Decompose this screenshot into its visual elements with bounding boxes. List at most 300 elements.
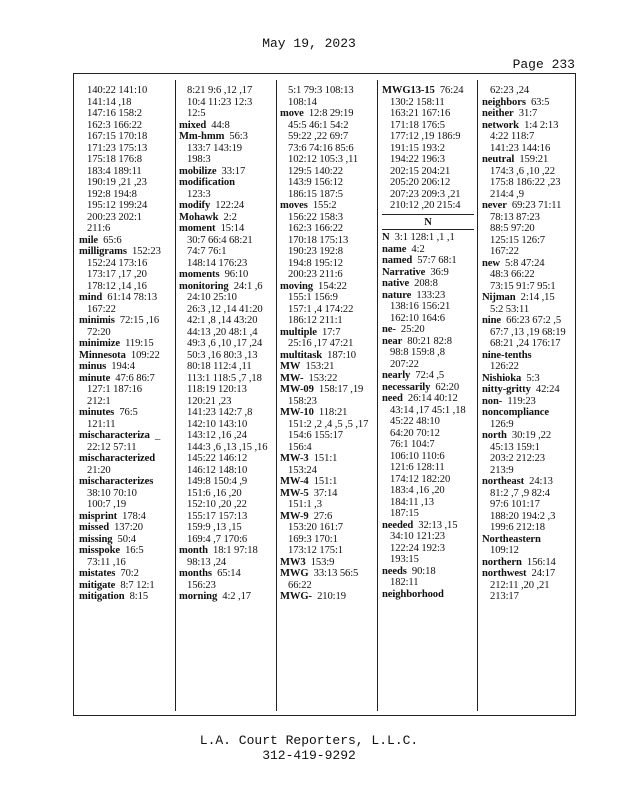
index-continuation: 147:16 158:2 — [87, 108, 143, 119]
index-term: Minnesota — [79, 349, 126, 361]
index-term: multiple — [280, 326, 317, 338]
index-entry: neither 31:7 — [482, 108, 538, 119]
index-continuation: 12:5 — [187, 108, 206, 119]
index-continuation: 130:2 158:11 — [390, 96, 445, 108]
index-entry: moments 96:10 — [179, 269, 249, 280]
index-term: modification — [179, 177, 235, 188]
index-term: MWG- — [280, 591, 312, 602]
index-entry: milligrams 152:23 — [79, 246, 161, 257]
index-term: named — [382, 255, 413, 266]
index-continuation: 76:1 104:7 — [390, 439, 435, 450]
index-term: north — [482, 430, 507, 441]
index-term: mind — [79, 292, 103, 303]
index-continuation: 100:7 ,19 — [87, 499, 127, 510]
index-term: monitoring — [179, 280, 229, 292]
index-term: minimize — [79, 338, 120, 349]
index-term: never — [482, 200, 507, 211]
index-entry: mistates 70:2 — [79, 568, 139, 579]
index-entry: named 57:7 68:1 — [382, 255, 457, 266]
index-continuation: 68:21 ,24 176:17 — [490, 338, 561, 349]
index-continuation: 123:3 — [187, 188, 211, 200]
index-term: N — [382, 232, 390, 243]
index-continuation: 167:15 170:18 — [87, 131, 148, 142]
index-continuation: 195:12 199:24 — [87, 200, 148, 211]
index-continuation: 81:2 ,7 ,9 82:4 — [490, 487, 551, 499]
index-continuation: 156:22 158:3 — [288, 211, 344, 223]
index-continuation: 200:23 202:1 — [87, 211, 143, 223]
index-entry: minutes 76:5 — [79, 407, 138, 418]
index-continuation: 59:22 ,22 69:7 — [288, 131, 349, 142]
index-continuation: 154:6 155:17 — [288, 430, 344, 441]
index-entry: Narrative 36:9 — [382, 266, 449, 278]
index-continuation: 183:4 ,16 ,20 — [390, 485, 445, 496]
index-term: neither — [482, 108, 514, 119]
index-term: mischaracterizes — [79, 476, 154, 487]
index-entry: mobilize 33:17 — [179, 165, 246, 177]
index-entry: MW-4 151:1 — [280, 476, 338, 487]
index-continuation: 169:4 ,7 170:6 — [187, 533, 248, 545]
index-continuation: 182:11 — [390, 577, 419, 588]
index-entry: MWG- 210:19 — [280, 591, 346, 602]
index-continuation: 5:1 79:3 108:13 — [288, 85, 354, 96]
index-continuation: 102:12 105:3 ,11 — [288, 154, 359, 165]
index-continuation: 151:6 ,16 ,20 — [187, 487, 242, 499]
page-number: Page 233 — [512, 57, 575, 72]
index-term: MWG13-15 — [382, 85, 435, 96]
index-entry: minute 47:6 86:7 — [79, 372, 155, 384]
index-term: mitigation — [79, 591, 125, 602]
index-continuation: 213:9 — [490, 464, 514, 476]
index-entry: mitigate 8:7 12:1 — [79, 579, 155, 591]
index-continuation: 42:1 ,8 ,14 43:20 — [187, 315, 258, 326]
index-entry — [179, 177, 271, 189]
index-entry: MW-9 27:6 — [280, 510, 333, 522]
index-continuation: 30:7 66:4 68:21 — [187, 234, 253, 246]
index-entry: Mohawk 2:2 — [179, 211, 237, 223]
index-term: MW-9 — [280, 510, 309, 522]
index-continuation: 45:5 46:1 54:2 — [288, 119, 349, 131]
index-term: MW-5 — [280, 487, 309, 499]
index-continuation: 153:24 — [288, 464, 317, 476]
index-entry: month 18:1 97:18 — [179, 545, 258, 556]
index-continuation: 22:12 57:11 — [87, 441, 137, 453]
index-continuation: 74:7 76:1 — [187, 246, 227, 257]
index-entry: necessarily 62:20 — [382, 381, 460, 393]
index-continuation: 129:5 140:22 — [288, 165, 344, 177]
index-term: MW-09 — [280, 384, 314, 395]
index-continuation: 175:8 186:22 ,23 — [490, 177, 561, 188]
index-entry: modify 122:24 — [179, 200, 245, 211]
index-term: Nijman — [482, 292, 516, 303]
index-continuation: 162:3 166:22 — [288, 223, 344, 234]
index-continuation: 186:15 187:5 — [288, 188, 344, 200]
index-continuation: 141:23 144:16 — [490, 142, 551, 154]
index-term: name — [382, 243, 407, 255]
index-term: minute — [79, 372, 111, 384]
index-term: MW-3 — [280, 453, 309, 464]
column-separator — [477, 80, 478, 711]
index-continuation: 171:23 175:13 — [87, 142, 148, 154]
index-entry — [482, 534, 574, 546]
index-column — [179, 85, 271, 603]
index-continuation: 177:12 ,19 186:9 — [390, 131, 461, 142]
index-term: mischaracterized — [79, 453, 156, 464]
index-term: MW- — [280, 372, 304, 384]
index-entry: minimis 72:15 ,16 — [79, 315, 160, 326]
index-continuation: 45:22 48:10 — [390, 416, 440, 427]
index-continuation: 118:19 120:13 — [187, 384, 247, 395]
index-entry — [79, 453, 171, 465]
index-term: mixed — [179, 119, 207, 131]
index-term: minus — [79, 361, 107, 372]
index-term: northeast — [482, 476, 525, 487]
index-entry: MW-5 37:14 — [280, 487, 338, 499]
index-continuation: 155:1 156:9 — [288, 292, 338, 303]
index-term: necessarily — [382, 381, 431, 393]
index-term: misprint — [79, 510, 118, 522]
index-entry: need 26:14 40:12 — [382, 393, 458, 404]
index-continuation: 24:10 25:10 — [187, 292, 237, 303]
index-entry: neutral 159:21 — [482, 154, 549, 165]
index-entry: nearly 72:4 ,5 — [382, 370, 445, 381]
index-continuation: 127:1 187:16 — [87, 384, 143, 395]
index-continuation: 199:6 212:18 — [490, 522, 546, 533]
index-term: nine-tenths — [482, 349, 532, 361]
index-continuation: 198:3 — [187, 154, 211, 165]
index-continuation: 178:12 ,14 ,16 — [87, 280, 147, 292]
index-entry: northwest 24:17 — [482, 568, 556, 579]
index-continuation: 152:10 ,20 ,22 — [187, 499, 247, 510]
index-entry: minimize 119:15 — [79, 338, 154, 349]
index-continuation: 156:23 — [187, 579, 216, 591]
index-entry: non- 119:23 — [482, 395, 536, 407]
index-continuation: 121:11 — [87, 418, 116, 430]
index-entry: ne- 25:20 — [382, 324, 425, 335]
index-continuation: 67:7 ,13 ,19 68:19 — [490, 326, 566, 338]
index-term: nearly — [382, 370, 411, 381]
page-footer — [0, 733, 618, 763]
index-entry: multitask 187:10 — [280, 349, 357, 361]
index-term: milligrams — [79, 246, 127, 257]
index-entry: MWG13-15 76:24 — [382, 85, 464, 96]
index-entry: mile 65:6 — [79, 234, 122, 246]
index-entry: Mm-hmm 56:3 — [179, 131, 248, 142]
index-entry: native 208:8 — [382, 278, 438, 289]
index-column — [382, 85, 474, 600]
index-entry: new 5:8 47:24 — [482, 257, 545, 269]
index-continuation: 167:22 — [490, 246, 519, 257]
index-term: move — [280, 108, 304, 119]
index-term: mile — [79, 234, 99, 246]
index-term: new — [482, 257, 500, 269]
index-term: MW — [280, 361, 301, 372]
index-continuation: 173:17 ,17 ,20 — [87, 269, 147, 280]
index-continuation: 169:3 170:1 — [288, 533, 338, 545]
index-continuation: 26:3 ,12 ,14 41:20 — [187, 303, 263, 315]
index-continuation: 144:3 ,6 ,13 ,15 ,16 — [187, 441, 268, 453]
index-entry: moving 154:22 — [280, 280, 347, 292]
index-entry: needed 32:13 ,15 — [382, 519, 458, 531]
index-entry: missing 50:4 — [79, 533, 136, 545]
index-continuation: 4:22 118:7 — [490, 131, 535, 142]
index-entry: mitigation 8:15 — [79, 591, 149, 602]
letter-rule — [382, 214, 474, 215]
index-continuation: 34:10 121:23 — [390, 531, 446, 542]
index-continuation: 21:20 — [87, 464, 111, 476]
index-continuation: 146:12 148:10 — [187, 464, 248, 476]
index-continuation: 8:21 9:6 ,12 ,17 — [187, 85, 253, 96]
footer-phone: 312-419-9292 — [262, 748, 356, 763]
index-continuation: 174:3 ,6 ,10 ,22 — [490, 165, 555, 177]
index-continuation: 190:19 ,21 ,23 — [87, 177, 147, 188]
index-continuation: 10:4 11:23 12:3 — [187, 96, 253, 108]
index-term: misspoke — [79, 545, 120, 556]
index-entry: neighbors 63:5 — [482, 96, 550, 108]
index-continuation: 62:23 ,24 — [490, 85, 530, 96]
index-continuation: 212:11 ,20 ,21 — [490, 579, 550, 591]
index-continuation: 140:22 141:10 — [87, 85, 148, 96]
index-term: mischaracteriza — [79, 430, 150, 441]
index-continuation: 173:12 175:1 — [288, 545, 344, 556]
index-continuation: 73:6 74:16 85:6 — [288, 142, 354, 154]
index-continuation: 143:9 156:12 — [288, 177, 344, 188]
index-term: need — [382, 393, 403, 404]
letter-divider: N — [382, 217, 474, 231]
index-term: moments — [179, 269, 220, 280]
index-entry: morning 4:2 ,17 — [179, 591, 251, 602]
index-term: northern — [482, 556, 522, 568]
index-entry: north 30:19 ,22 — [482, 430, 552, 441]
index-continuation: 143:12 ,16 ,24 — [187, 430, 247, 441]
index-term: moving — [280, 280, 313, 292]
index-continuation: 184:11 ,13 — [390, 496, 434, 508]
index-continuation: 155:17 157:13 — [187, 510, 248, 522]
index-entry: missed 137:20 — [79, 522, 143, 533]
index-term: neutral — [482, 154, 515, 165]
index-entry: N 3:1 128:1 ,1 ,1 — [382, 232, 455, 243]
index-term: needs — [382, 565, 407, 577]
index-term: MWG — [280, 568, 309, 579]
index-entry: northeast 24:13 — [482, 476, 553, 487]
index-entry: misprint 178:4 — [79, 510, 146, 522]
index-continuation: 73:11 ,16 — [87, 556, 126, 568]
index-continuation: 163:21 167:16 — [390, 108, 451, 119]
index-term: modify — [179, 200, 211, 211]
index-entry: northern 156:14 — [482, 556, 556, 568]
index-term: mitigate — [79, 579, 116, 591]
index-entry: never 69:23 71:11 — [482, 200, 562, 211]
index-entry: Nijman 2:14 ,15 — [482, 292, 555, 303]
index-entry: MW3 153:9 — [280, 556, 335, 568]
index-continuation: 186:12 211:1 — [288, 315, 343, 326]
index-entry: MW-10 118:21 — [280, 407, 348, 418]
index-continuation: 145:22 146:12 — [187, 453, 248, 464]
index-continuation: 159:9 ,13 ,15 — [187, 522, 242, 533]
index-continuation: 207:23 209:3 ,21 — [390, 188, 461, 200]
index-term: missed — [79, 522, 110, 533]
index-continuation: 80:18 112:4 ,11 — [187, 361, 252, 372]
index-entry: name 4:2 — [382, 243, 425, 255]
index-continuation: 97:6 101:17 — [490, 499, 540, 510]
index-continuation: 109:12 — [490, 545, 519, 556]
index-term: Mm-hmm — [179, 131, 225, 142]
index-term: multitask — [280, 349, 323, 361]
index-continuation: 192:8 194:8 — [87, 188, 137, 200]
index-continuation: 152:24 173:16 — [87, 257, 148, 269]
index-continuation: 193:15 — [390, 554, 419, 565]
index-entry: mind 61:14 78:13 — [79, 292, 158, 303]
index-term: missing — [79, 533, 113, 545]
index-continuation: 142:10 143:10 — [187, 418, 248, 430]
index-term: Northeastern — [482, 533, 541, 545]
index-entry: Nishioka 5:3 — [482, 372, 540, 384]
index-term: needed — [382, 519, 414, 531]
index-continuation: 183:4 189:11 — [87, 165, 142, 177]
index-continuation: 190:23 192:8 — [288, 246, 344, 257]
index-entry: moment 15:14 — [179, 223, 245, 234]
index-continuation: 211:6 — [87, 223, 111, 234]
index-continuation: 170:18 175:13 — [288, 234, 349, 246]
index-column — [280, 85, 372, 603]
index-entry: MW-09 158:17 ,19 — [280, 384, 364, 395]
index-term: minutes — [79, 407, 115, 418]
index-column — [79, 85, 171, 603]
index-continuation: 210:12 ,20 215:4 — [390, 200, 461, 211]
index-continuation: 175:18 176:8 — [87, 154, 143, 165]
index-term: month — [179, 545, 208, 556]
index-term: network — [482, 119, 519, 131]
index-entry: MW-3 151:1 — [280, 453, 338, 464]
index-continuation: 194:8 195:12 — [288, 257, 344, 269]
index-continuation: 72:20 — [87, 326, 111, 338]
index-continuation: 113:1 118:5 ,7 ,18 — [187, 372, 262, 384]
index-entry: MWG 33:13 56:5 — [280, 568, 359, 579]
index-term: near — [382, 335, 403, 347]
index-entry: minus 194:4 — [79, 361, 135, 372]
index-continuation: 212:1 — [87, 395, 111, 407]
index-term: months — [179, 568, 212, 579]
index-term: MW-10 — [280, 407, 314, 418]
index-entry: MW- 153:22 — [280, 372, 338, 384]
index-entry: monitoring 24:1 ,6 — [179, 280, 263, 292]
index-continuation: 66:22 — [288, 579, 312, 591]
index-term: moment — [179, 223, 216, 234]
index-continuation: 48:3 66:22 — [490, 269, 535, 280]
index-term: morning — [179, 591, 218, 602]
index-continuation: 121:6 128:11 — [390, 462, 445, 473]
index-entry — [482, 350, 574, 362]
index-continuation: 64:20 70:12 — [390, 427, 440, 439]
index-term: Mohawk — [179, 211, 219, 223]
index-continuation: 122:24 192:3 — [390, 542, 446, 554]
page-date: May 19, 2023 — [262, 36, 356, 51]
index-continuation: 133:7 143:19 — [187, 142, 243, 154]
index-continuation: 148:14 176:23 — [187, 257, 248, 269]
index-continuation: 44:13 ,20 48:1 ,4 — [187, 326, 258, 338]
index-entry: nature 133:23 — [382, 289, 446, 301]
index-continuation: 151:1 ,3 — [288, 499, 322, 510]
index-entry: misspoke 16:5 — [79, 545, 144, 556]
index-continuation: 171:18 176:5 — [390, 119, 446, 131]
index-entry: multiple 17:7 — [280, 326, 341, 338]
index-continuation: 138:16 156:21 — [390, 301, 451, 312]
index-continuation: 203:2 212:23 — [490, 453, 546, 464]
index-continuation: 106:10 110:6 — [390, 450, 445, 462]
index-term: Narrative — [382, 266, 426, 278]
index-continuation: 162:3 166:22 — [87, 119, 143, 131]
index-term: moves — [280, 200, 308, 211]
index-term: MW3 — [280, 556, 306, 568]
index-continuation: 45:13 159:1 — [490, 441, 540, 453]
index-continuation: 126:22 — [490, 361, 519, 372]
index-term: minimis — [79, 315, 115, 326]
index-entry: needs 90:18 — [382, 565, 436, 577]
index-continuation: 213:17 — [490, 591, 519, 602]
index-term: non- — [482, 395, 503, 407]
index-entry: MW 153:21 — [280, 361, 335, 372]
index-continuation: 157:1 ,4 174:22 — [288, 303, 354, 315]
index-continuation: 205:20 206:12 — [390, 177, 451, 188]
index-term: nine — [482, 315, 502, 326]
index-continuation: 5:2 53:11 — [490, 303, 530, 315]
index-continuation: 25:16 ,17 47:21 — [288, 338, 354, 349]
index-term: nature — [382, 289, 412, 301]
index-term: mistates — [79, 568, 116, 579]
index-continuation: 149:8 150:4 ,9 — [187, 476, 248, 487]
index-continuation: 78:13 87:23 — [490, 211, 540, 223]
index-continuation: 151:2 ,2 ,4 ,5 ,5 ,17 — [288, 418, 369, 430]
index-entry: months 65:14 — [179, 568, 241, 579]
index-continuation: 126:9 — [490, 418, 514, 430]
footer-company: L.A. Court Reporters, L.L.C. — [199, 733, 419, 748]
index-continuation: 50:3 ,16 80:3 ,13 — [187, 349, 258, 361]
index-continuation: 49:3 ,6 ,10 ,17 ,24 — [187, 338, 263, 349]
index-term: neighbors — [482, 96, 526, 108]
index-continuation: 38:10 70:10 — [87, 487, 137, 499]
index-term: nitty-gritty — [482, 384, 531, 395]
index-term: Nishioka — [482, 372, 522, 384]
index-continuation: 98:13 ,24 — [187, 556, 227, 568]
index-continuation: 158:23 — [288, 395, 317, 407]
index-entry: nine 66:23 67:2 ,5 — [482, 315, 562, 326]
index-entry: mixed 44:8 — [179, 119, 230, 131]
index-term: northwest — [482, 568, 527, 579]
index-continuation: 98:8 159:8 ,8 — [390, 347, 445, 358]
index-entry: nitty-gritty 42:24 — [482, 384, 560, 395]
index-entry: mischaracteriza _ — [79, 430, 161, 441]
index-continuation: 167:22 — [87, 303, 116, 315]
index-term: neighborhood — [382, 588, 444, 600]
index-entry: move 12:8 29:19 — [280, 108, 354, 119]
index-continuation: 88:5 97:20 — [490, 223, 535, 234]
index-continuation: 125:15 126:7 — [490, 234, 546, 246]
index-continuation: 194:22 196:3 — [390, 154, 446, 165]
index-continuation: 153:20 161:7 — [288, 522, 344, 533]
index-continuation: 43:14 ,17 45:1 ,18 — [390, 404, 466, 416]
index-term: native — [382, 278, 410, 289]
index-entry — [382, 589, 474, 601]
index-continuation: 202:15 204:21 — [390, 165, 451, 177]
index-continuation: 214:4 ,9 — [490, 188, 524, 200]
index-column — [482, 85, 574, 603]
index-continuation: 207:22 — [390, 358, 419, 370]
index-entry — [482, 407, 574, 419]
index-entry: moves 155:2 — [280, 200, 337, 211]
index-entry — [79, 476, 171, 488]
index-continuation: 187:15 — [390, 508, 419, 519]
index-entry: Minnesota 109:22 — [79, 349, 160, 361]
index-continuation: 174:12 182:20 — [390, 473, 451, 485]
